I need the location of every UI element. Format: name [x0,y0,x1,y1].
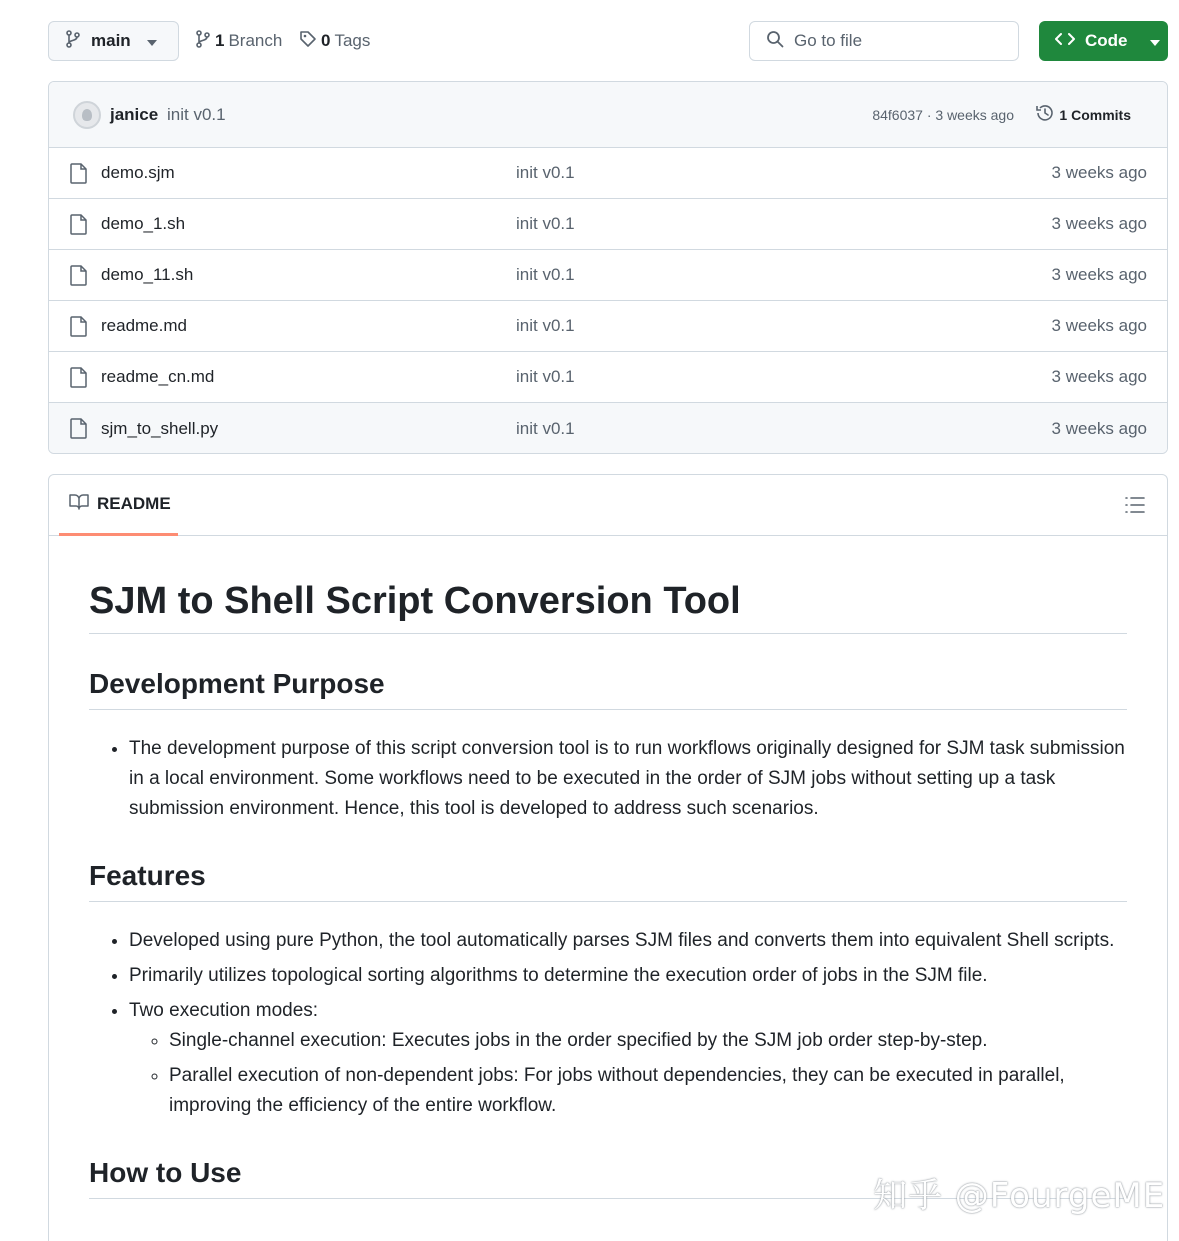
tags-count: 0 [321,31,331,50]
list-item: • The development purpose of this script conversion tool is to run workflows originally designed for SJM task submission in a local environment. Some workflows need to be executed in the order of SJM jobs without setting up a task submission environment. Hence, this tool is developed to address such scenarios. [129,734,1127,824]
code-button-label: Code [1085,31,1128,50]
git-branch-icon [65,30,81,53]
list-item-text: Two execution modes: [129,999,319,1021]
file-commit-date: 3 weeks ago [1051,316,1147,335]
file-icon [70,163,88,189]
branches-link[interactable] [195,21,282,61]
readme-tab-label: README [97,494,171,513]
readme-title: SJM to Shell Script Conversion Tool [89,581,1127,634]
file-name[interactable]: demo_11.sh [101,265,194,284]
readme-content [89,537,1127,1199]
modes-list [129,1026,1127,1121]
file-icon [70,367,88,393]
file-row[interactable] [49,199,1167,250]
latest-commit-bar [49,82,1167,148]
commits-count-label: 1 Commits [1059,106,1131,123]
book-icon [69,493,89,516]
file-icon [70,265,88,291]
file-browser [48,81,1168,454]
file-row[interactable] [49,301,1167,352]
commit-message[interactable]: init v0.1 [167,104,226,124]
file-name[interactable]: demo_1.sh [101,214,186,233]
commits-link[interactable] [1035,103,1131,126]
file-commit-message[interactable]: init v0.1 [516,265,575,284]
branch-name: main [91,31,131,50]
list-item: ◦ Parallel execution of non-dependent jobs: For jobs without dependencies, they can be executed in parallel, improving the efficiency of the entire workflow. [169,1061,1127,1121]
file-icon [70,214,88,240]
tab-readme[interactable] [59,475,178,536]
code-icon [1055,31,1075,51]
chevron-down-icon [147,31,157,51]
chevron-down-icon [1150,31,1160,51]
list-icon[interactable] [1125,496,1145,519]
commit-hash-time[interactable]: 84f6037 · 3 weeks ago [872,106,1014,123]
file-commit-date: 3 weeks ago [1051,418,1147,438]
code-button[interactable] [1039,21,1168,61]
readme-panel [48,474,1168,1241]
avatar[interactable] [73,101,101,129]
list-item: ◦ Single-channel execution: Executes jobs in the order specified by the SJM job order step-by-step. [169,1026,1127,1056]
git-branch-icon [195,30,211,53]
file-name[interactable]: sjm_to_shell.py [101,418,219,438]
tags-link[interactable] [299,21,370,61]
heading-development-purpose: Development Purpose [89,666,1127,710]
file-name[interactable]: demo.sjm [101,163,175,182]
branches-count: 1 [215,31,225,50]
file-name[interactable]: readme.md [101,316,187,335]
readme-header [49,475,1167,536]
file-commit-date: 3 weeks ago [1051,163,1147,182]
commit-author[interactable]: janice [110,104,159,124]
file-commit-message[interactable]: init v0.1 [516,418,575,438]
file-row[interactable] [49,403,1167,454]
file-row[interactable] [49,250,1167,301]
file-commit-date: 3 weeks ago [1051,265,1147,284]
repo-toolbar [48,21,1168,61]
search-icon [766,30,784,53]
file-commit-message[interactable]: init v0.1 [516,163,575,182]
file-commit-date: 3 weeks ago [1051,367,1147,386]
file-icon [70,316,88,342]
branch-selector-button[interactable] [48,21,179,61]
file-commit-date: 3 weeks ago [1051,214,1147,233]
heading-features: Features [89,858,1127,902]
file-icon [70,418,88,444]
tags-label: Tags [334,31,371,50]
list-item: • Primarily utilizes topological sorting algorithms to determine the execution order of jobs in the SJM file. [129,961,1127,991]
list-item [129,996,1127,1121]
history-icon [1035,103,1055,126]
search-placeholder: Go to file [794,31,863,50]
file-commit-message[interactable]: init v0.1 [516,316,575,335]
purpose-list [89,734,1127,824]
features-list [89,926,1127,1121]
file-row[interactable] [49,352,1167,403]
heading-how-to-use: How to Use [89,1155,1127,1199]
go-to-file-input[interactable] [749,21,1019,61]
file-row[interactable] [49,148,1167,199]
watermark: 知乎 @FourgeME [873,1176,1166,1216]
list-item: • Developed using pure Python, the tool automatically parses SJM files and converts them into equivalent Shell scripts. [129,926,1127,956]
tag-icon [299,30,317,53]
file-name[interactable]: readme_cn.md [101,367,215,386]
file-commit-message[interactable]: init v0.1 [516,367,575,386]
file-commit-message[interactable]: init v0.1 [516,214,575,233]
branches-label: Branch [228,31,283,50]
